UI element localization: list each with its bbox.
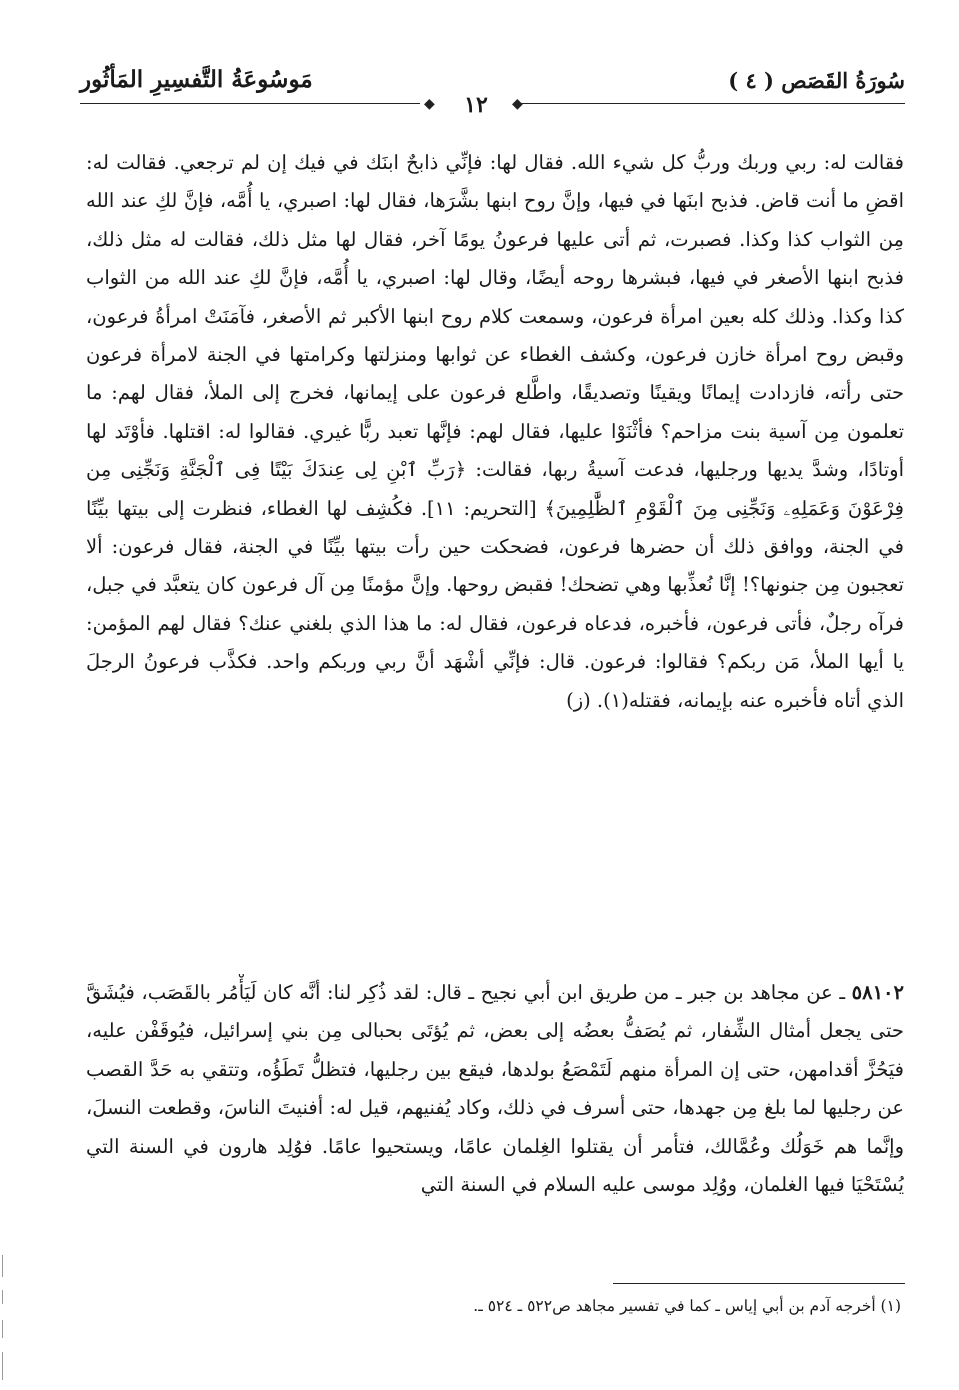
header-rule-right — [520, 103, 905, 104]
book-title: مَوسُوعَةُ التَّفسِيرِ المَأثُور — [80, 66, 313, 93]
ornament-icon: ◆ — [424, 96, 435, 112]
footnote-rule — [613, 1283, 905, 1284]
binding-mark — [2, 1352, 3, 1380]
binding-mark — [2, 1320, 3, 1338]
binding-mark — [2, 1255, 3, 1277]
paragraph: فقالت له: ربي وربك وربُّ كل شيء الله. فقال لها: فإنِّي ذابحٌ ابنَك في فيك إن لم ترجعي. فقالت له: اقضِ ما أنت قاض. فذبح ابنَها في فيها، وإنَّ روح ابنها بشَّرَها، فقال لها: اصبري، يا أُمَّه، فإنَّ لكِ عند الله مِن الثواب كذا وكذا. فصبرت، ثم أتى عليها فرعونُ يومًا آخر، فقال لها مثل ذلك، فقالت له مثل ذلك، فذبح ابنها الأصغر في فيها، فبشرها روحه أيضًا، وقال لها: اصبري، يا أُمَّه، فإنَّ لكِ عند الله من الثواب كذا وكذا. وذلك كله بعين امرأة فرعون، وسمعت كلام روح ابنها الأكبر ثم الأصغر، فآمَنَتْ امرأةُ فرعون، وقبض روح امرأة خازن فرعون، وكشف الغطاء عن ثوابها ومنزلتها وكرامتها في الجنة لامرأة فرعون حتى رأته، فازدادت إيمانًا ويقينًا وتصديقًا، واطَّلع فرعون على إيمانها، فخرج إلى الملأ، فقال لهم: ما تعلمون مِن آسية بنت مزاحم؟ فأثْنَوْا عليها، فقال لهم: فإنَّها تعبد ربًّا غيري. فقالوا له: اقتلها. فأوْتَد لها أوتادًا، وشدَّ يديها ورجليها، فدعت آسيةُ ربها، فقالت: ﴿رَبِّ ٱبْنِ لِى عِندَكَ بَيْتًا فِى ٱلْجَنَّةِ وَنَجِّنِى مِن فِرْعَوْنَ وَعَمَلِهِۦ وَنَجِّنِى مِنَ ٱلْقَوْمِ ٱلظَّٰلِمِينَ﴾ [التحريم: ١١]. فكُشِف لها الغطاء، فنظرت إلى بيتها بيِّنًا في الجنة، ووافق ذلك أن حضرها فرعون، فضحكت حين رأت بيتها بيِّنًا في الجنة، فقال فرعون: ألا تعجبون مِن جنونها؟! إنَّا نُعذِّبها وهي تضحك! فقبض روحها. وإنَّ مؤمنًا مِن آل فرعون كان يتعبَّد في جبل، فرآه رجلٌ، فأتى فرعون، فأخبره، فدعاه فرعون، فقال له: ما هذا الذي بلغني عنك؟ فقال لهم المؤمن: يا أيها الملأ، مَن ربكم؟ فقالوا: فرعون. قال: فإنِّي أشْهَد أنَّ ربي وربكم واحد. فكذَّب فرعونُ الرجلَ الذي أتاه فأخبره عنه بإيمانه، فقتله(١). (ز) — [86, 151, 904, 712]
binding-mark — [2, 1290, 3, 1304]
main-text — [86, 144, 904, 1284]
footnote: (١) أخرجه آدم بن أبي إياس ـ كما في تفسير مجاهد ص٥٢٢ ـ ٥٢٤ ـ. — [473, 1297, 901, 1315]
surah-title: سُورَةُ القَصَص ( ٤ ) — [728, 68, 905, 93]
paragraph — [86, 974, 904, 1284]
page-number: ١٢ — [464, 92, 488, 118]
paragraph-text: ـ عن مجاهد بن جبر ـ من طريق ابن أبي نجيح ـ قال: لقد ذُكِر لنا: أنَّه كان لَيَأْمُر بالقَصَب، فيُشَقَّ حتى يجعل أمثال الشِّفار، ثم يُصَفُّ بعضُه إلى بعض، ثم يُؤتَى بحبالى مِن بني إسرائيل، فيُوقَفْن عليه، فيَحُزَّ أقدامهن، حتى إن المرأة منهم لَتَمْصَعُ بولدها، فيقع بين رجليها، فتظلُّ تَطَؤُه، وتتقي به حَدَّ القصب عن رجليها لما بلغ مِن جهدها، حتى أسرف في ذلك، وكاد يُفنيهم، قيل له: أفنيتَ الناسَ، وقطعت النسلَ، وإنَّما هم خَوَلُك وعُمَّالك، فتأمر أن يقتلوا الغِلمان عامًا، ويستحيوا عامًا. فوُلِد هارون في السنة التي يُسْتَحْيَا فيها الغلمان، ووُلِد موسى عليه السلام في السنة التي — [86, 981, 904, 1197]
hadith-number: ٥٨١٠٢ — [851, 981, 904, 1004]
header-rule-left — [80, 103, 420, 104]
ornament-icon: ◆ — [512, 96, 523, 112]
